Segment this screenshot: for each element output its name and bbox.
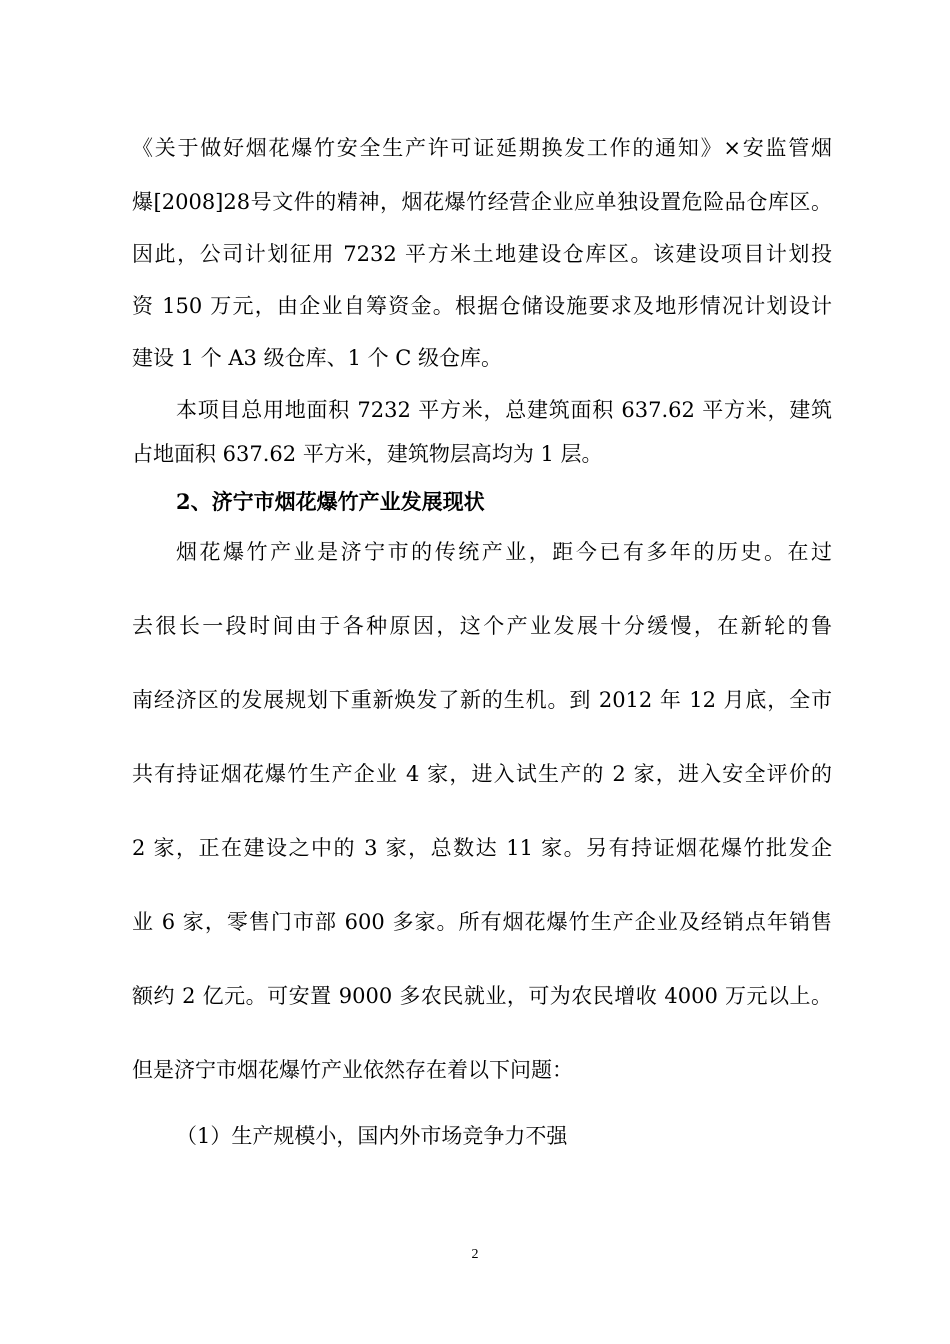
text-line: 但是济宁市烟花爆竹产业依然存在着以下问题： bbox=[132, 1058, 573, 1082]
text-line: 业 6 家，零售门市部 600 多家。所有烟花爆竹生产企业及经销点年销售 bbox=[132, 910, 832, 934]
text-line: 2 家，正在建设之中的 3 家，总数达 11 家。另有持证烟花爆竹批发企 bbox=[132, 836, 832, 860]
text-line: 烟花爆竹产业是济宁市的传统产业，距今已有多年的历史。在过 bbox=[176, 540, 832, 564]
text-line: 因此，公司计划征用 7232 平方米土地建设仓库区。该建设项目计划投 bbox=[132, 242, 832, 266]
page-number: 2 bbox=[471, 1247, 479, 1262]
text-line: 南经济区的发展规划下重新焕发了新的生机。到 2012 年 12 月底，全市 bbox=[132, 688, 832, 712]
section-heading: 2、济宁市烟花爆竹产业发展现状 bbox=[176, 489, 485, 514]
text-line: 建设 1 个 A3 级仓库、1 个 C 级仓库。 bbox=[132, 346, 503, 370]
list-item: （1）生产规模小，国内外市场竞争力不强 bbox=[176, 1124, 568, 1148]
text-line: 去很长一段时间由于各种原因，这个产业发展十分缓慢，在新轮的鲁 bbox=[132, 614, 832, 638]
text-line: 占地面积 637.62 平方米，建筑物层高均为 1 层。 bbox=[132, 442, 603, 466]
text-line: 本项目总用地面积 7232 平方米，总建筑面积 637.62 平方米，建筑 bbox=[176, 398, 832, 422]
text-line: 共有持证烟花爆竹生产企业 4 家，进入试生产的 2 家，进入安全评价的 bbox=[132, 762, 832, 786]
text-line: 《关于做好烟花爆竹安全生产许可证延期换发工作的通知》×安监管烟 bbox=[132, 136, 832, 160]
text-line: 资 150 万元，由企业自筹资金。根据仓储设施要求及地形情况计划设计 bbox=[132, 294, 832, 318]
text-line: 爆[2008]28号文件的精神，烟花爆竹经营企业应单独设置危险品仓库区。 bbox=[132, 190, 832, 214]
text-line: 额约 2 亿元。可安置 9000 多农民就业，可为农民增收 4000 万元以上。 bbox=[132, 984, 832, 1008]
